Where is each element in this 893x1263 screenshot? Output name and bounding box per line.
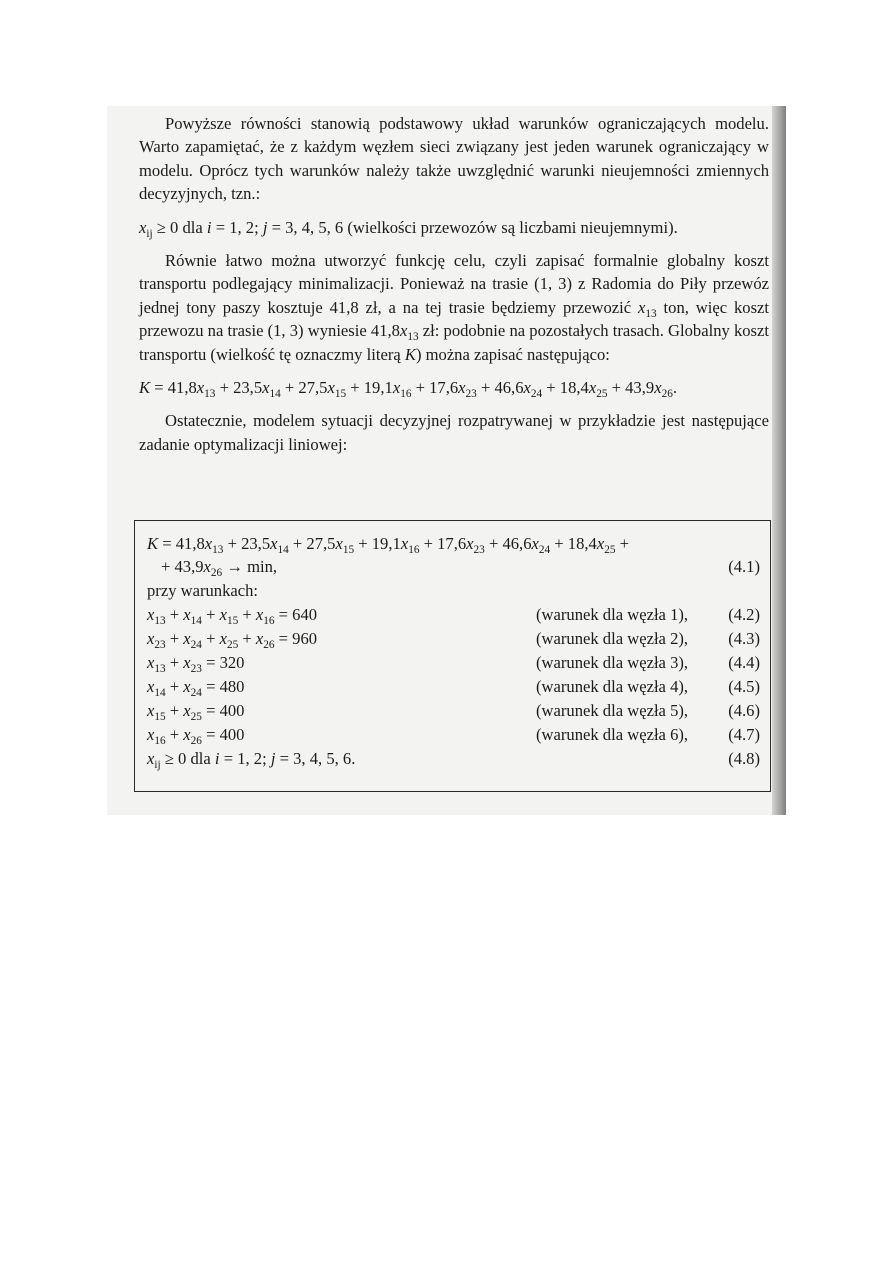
objective-row-1 (147, 533, 760, 555)
constraint-condition: (warunek dla węzła 4), (536, 677, 689, 696)
constraint-equation: $x_{23} + x_{24} + x_{25} + x_{26} = 960$ (147, 629, 318, 651)
equation-number: (4.1) (728, 557, 760, 576)
objective-line-2: + $43,9x_{26} \to \min$, (161, 557, 278, 579)
constraint-row (147, 604, 760, 626)
nonnegativity-constraint: $x_{ij} \ge 0$ dla i = 1, 2; j = 3, 4, 5, 6. (147, 749, 356, 771)
nonnegativity-row (147, 748, 760, 770)
equation-number: (4.4) (728, 653, 760, 672)
constraint-condition: (warunek dla węzła 1), (536, 605, 689, 624)
constraint-row (147, 652, 760, 674)
constraint-equation: $x_{15} + x_{25} = 400$ (147, 701, 245, 723)
subject-to-row (147, 580, 760, 602)
paragraph-objective-intro: Równie łatwo można utworzyć funkcję celu, czyli zapisać formalnie globalny koszt transportu podlegający minimalizacji. Ponieważ na trasie (1, 3) z Radomia do Piły przewóz jednej tony paszy kosztuje 41,8 zł, a na tej trasie będziemy przewozić $x_{13}$ ton, więc koszt przewozu na trasie (1, 3) wyniesie $41,8x_{13}$ zł: podobnie na pozostałych trasach. Globalny koszt transportu (wielkość tę oznaczmy literą K) można zapisać następująco: (139, 251, 770, 364)
objective-line-1: $K = 41,8x_{13} + 23,5x_{14} + 27,5x_{15} + 19,1x_{16} + 17,6x_{23} + 46,6x_{24} + 18,4x_{25}$ + (147, 534, 629, 556)
objective-row-2 (147, 556, 760, 578)
constraint-condition: (warunek dla węzła 5), (536, 701, 689, 720)
constraint-condition: (warunek dla węzła 3), (536, 653, 689, 672)
constraint-row (147, 628, 760, 650)
model-box (134, 520, 771, 792)
body-text (139, 112, 769, 456)
binding-shadow (772, 106, 786, 815)
constraint-equation: $x_{14} + x_{24} = 480$ (147, 677, 245, 699)
constraint-equation: $x_{13} + x_{23} = 320$ (147, 653, 245, 675)
paragraph-model-intro: Ostatecznie, modelem sytuacji decyzyjnej rozpatrywanej w przykładzie jest następujące zadanie optymalizacji liniowej: (139, 411, 769, 454)
equation-number: (4.8) (728, 749, 760, 768)
equation-number: (4.7) (728, 725, 760, 744)
paragraph-constraints-summary: Powyższe równości stanowią podstawowy układ warunków ograniczających modelu. Warto zapamiętać, że z każdym węzłem sieci związany jest jeden warunek ograniczający w modelu. Oprócz tych warunków należy także uwzględnić warunki nieujemności zmiennych decyzyjnych, tzn.: (139, 114, 769, 204)
nonnegativity-statement: $x_{ij} \ge 0$ dla i = 1, 2; j = 3, 4, 5, 6 (wielkości przewozów są liczbami nieujemnymi). (139, 217, 678, 240)
constraint-row (147, 700, 760, 722)
equation-number: (4.6) (728, 701, 760, 720)
scanned-page (107, 106, 786, 815)
constraint-condition: (warunek dla węzła 6), (536, 725, 689, 744)
objective-function-formula: $K = 41,8x_{13} + 23,5x_{14} + 27,5x_{15} + 19,1x_{16} + 17,6x_{23} + 46,6x_{24} + 18,4x_{25} + 43,9x_{26}$. (139, 378, 677, 400)
equation-number: (4.2) (728, 605, 760, 624)
constraint-condition: (warunek dla węzła 2), (536, 629, 689, 648)
equation-number: (4.5) (728, 677, 760, 696)
subject-to-label: przy warunkach: (147, 581, 259, 600)
constraint-equation: $x_{16} + x_{26} = 400$ (147, 725, 245, 747)
equation-number: (4.3) (728, 629, 760, 648)
constraint-row (147, 676, 760, 698)
constraint-equation: $x_{13} + x_{14} + x_{15} + x_{16} = 640$ (147, 605, 318, 627)
constraint-row (147, 724, 760, 746)
